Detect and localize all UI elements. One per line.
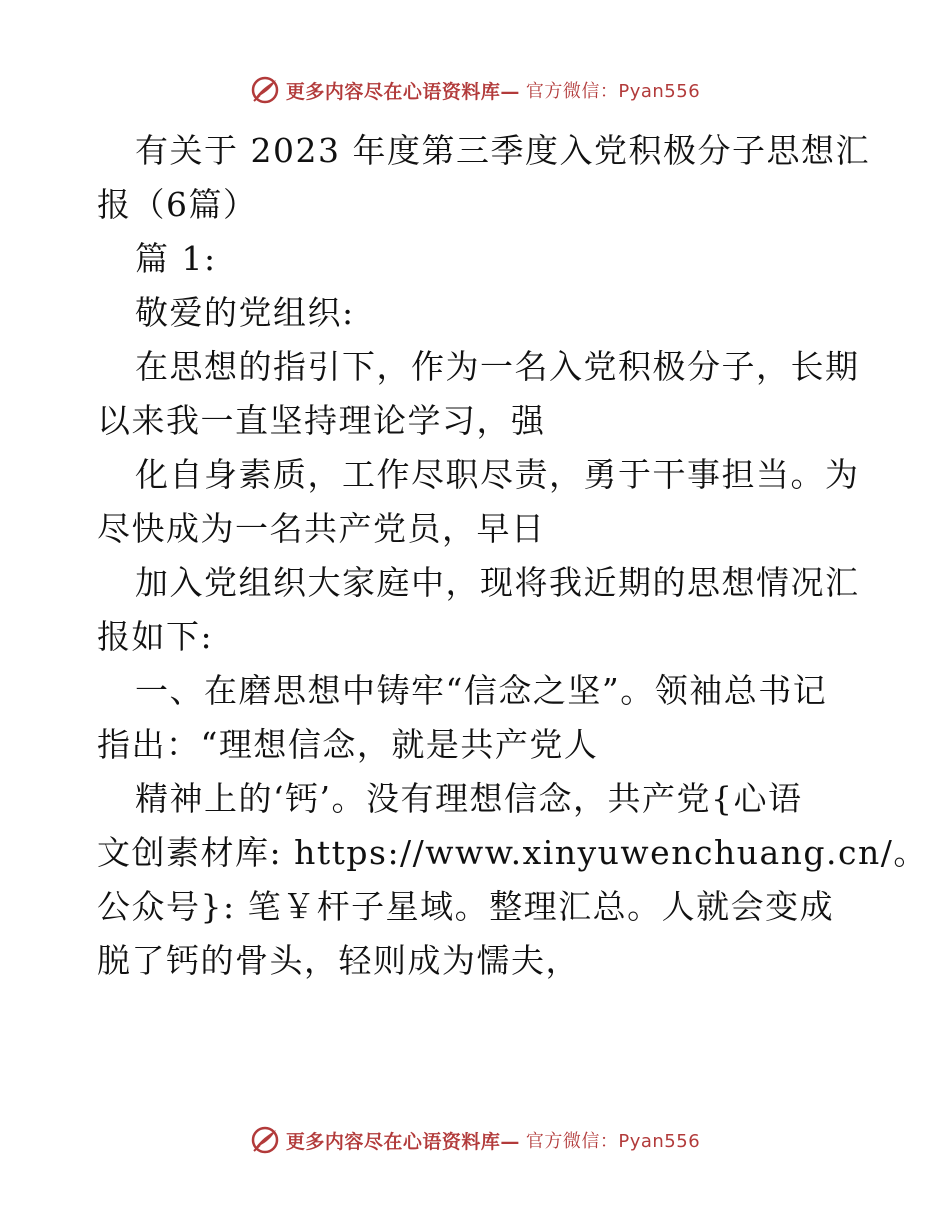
section-heading: 篇 1: bbox=[135, 239, 217, 278]
quill-logo-icon bbox=[250, 1125, 280, 1155]
paragraph-line: 尽快成为一名共产党员，早日 bbox=[97, 509, 546, 548]
paragraph-line: 加入党组织大家庭中，现将我近期的思想情况汇 bbox=[135, 563, 860, 602]
header-watermark-banner bbox=[0, 70, 950, 110]
watermark-text: 更多内容尽在心语资料库— bbox=[285, 1130, 520, 1153]
footer-watermark-banner bbox=[0, 1120, 950, 1160]
title-line-1: 有关于 2023 年度第三季度入党积极分子思想汇 bbox=[135, 131, 870, 170]
paragraph-line: 脱了钙的骨头，轻则成为懦夫， bbox=[97, 941, 580, 980]
title-line-2: 报（6篇） bbox=[97, 185, 258, 224]
paragraph-line: 在思想的指引下，作为一名入党积极分子，长期 bbox=[135, 347, 860, 386]
paragraph-line: 指出：“理想信念，就是共产党人 bbox=[97, 725, 599, 764]
watermark-content bbox=[250, 75, 700, 105]
quill-logo-icon bbox=[250, 75, 280, 105]
watermark-wechat: 官方微信：Pyan556 bbox=[525, 81, 701, 102]
paragraph-line: 一、在磨思想中铸牢“信念之坚”。领袖总书记 bbox=[135, 671, 828, 710]
paragraph-line: 文创素材库: https://www.xinyuwenchuang.cn/。 bbox=[97, 833, 928, 872]
watermark-wechat: 官方微信：Pyan556 bbox=[525, 1131, 701, 1152]
paragraph-line: 化自身素质，工作尽职尽责，勇于干事担当。为 bbox=[135, 455, 860, 494]
salutation: 敬爱的党组织: bbox=[135, 293, 355, 332]
paragraph-line: 公众号}: 笔￥杆子星域。整理汇总。人就会变成 bbox=[97, 887, 835, 926]
paragraph-line: 报如下: bbox=[97, 617, 214, 656]
paragraph-line: 以来我一直坚持理论学习，强 bbox=[97, 401, 546, 440]
watermark-text: 更多内容尽在心语资料库— bbox=[285, 80, 520, 103]
document-body bbox=[97, 124, 928, 988]
watermark-content bbox=[250, 1125, 700, 1155]
paragraph-line: 精神上的‘钙’。没有理想信念，共产党{心语 bbox=[135, 779, 803, 818]
